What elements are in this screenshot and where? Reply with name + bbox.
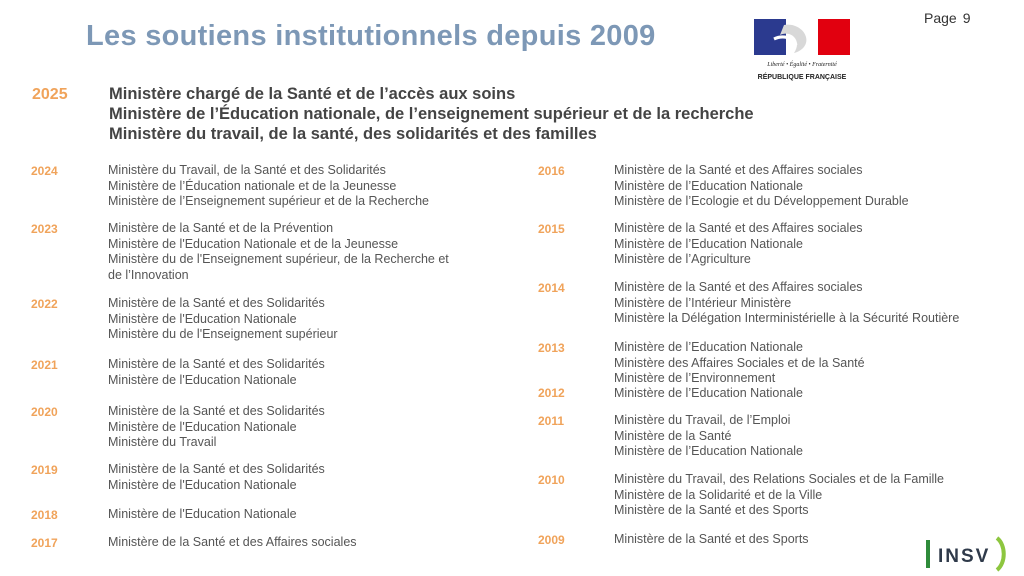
ministry-line: Ministère de l’Agriculture: [614, 252, 751, 266]
ministry-line: Ministère du Travail, de l’Emploi: [614, 413, 791, 427]
year-label: 2016: [538, 164, 565, 178]
ministry-line: Ministère de l’Intérieur Ministère: [614, 295, 792, 310]
ministry-line: Ministère de la Santé et des Solidarités: [108, 462, 325, 476]
year-label: 2011: [538, 414, 565, 428]
ministry-list: [614, 221, 863, 268]
page-indicator: [924, 10, 971, 26]
ministry-line: Ministère du de l'Enseignement supérieur: [108, 327, 338, 341]
ministry-line: Ministère de l’Ecologie et du Développement Durable: [614, 194, 909, 208]
ministry-list: [108, 404, 325, 451]
ministry-list: [108, 535, 357, 551]
ministry-line: Ministère de l’Éducation nationale, de l’enseignement supérieur et de la recherche: [109, 105, 754, 123]
year-label: 2009: [538, 533, 565, 547]
logo-name: RÉPUBLIQUE FRANÇAISE: [757, 74, 847, 81]
insv-logo-text: INSV: [938, 546, 991, 567]
page-number: 9: [962, 10, 971, 26]
ministry-list: [614, 280, 959, 327]
year-label: 2017: [31, 536, 58, 550]
ministry-line: Ministère du travail, de la santé, des solidarités et des familles: [109, 125, 597, 143]
ministry-line: Ministère de l'Education Nationale: [108, 507, 297, 521]
ministry-line: Ministère de l'Education Nationale: [108, 477, 297, 492]
year-label: 2023: [31, 222, 58, 236]
ministry-line: Ministère de la Santé et des Solidarités: [108, 296, 325, 310]
ministry-line: Ministère de la Santé et des Affaires sociales: [108, 535, 357, 549]
year-label: 2022: [31, 297, 58, 311]
year-label: 2014: [538, 281, 565, 295]
ministry-list: [614, 386, 803, 402]
year-label: 2021: [31, 358, 58, 372]
republique-francaise-logo: [754, 19, 850, 85]
ministry-line: Ministère de la Santé et des Affaires sociales: [614, 163, 863, 177]
ministry-line: Ministère de la Santé et des Sports: [614, 503, 809, 517]
ministry-line: de l’Innovation: [108, 267, 189, 282]
year-label: 2019: [31, 463, 58, 477]
ministry-line: Ministère de l’Education Nationale: [614, 386, 803, 400]
ministry-line: Ministère de la Santé et des Affaires sociales: [614, 280, 863, 294]
page-title: Les soutiens institutionnels depuis 2009: [86, 20, 656, 52]
ministry-line: Ministère de l’Education Nationale: [614, 444, 803, 458]
ministry-line: Ministère de l'Education Nationale: [108, 311, 297, 326]
year-label: 2015: [538, 222, 565, 236]
year-label: 2010: [538, 473, 565, 487]
ministry-line: Ministère de la Santé: [614, 428, 732, 443]
ministry-line: Ministère du de l'Enseignement supérieur, de la Recherche et: [108, 252, 449, 266]
ministry-list: [614, 163, 909, 210]
ministry-list: [108, 462, 325, 493]
ministry-list: [108, 357, 325, 388]
ministry-line: Ministère chargé de la Santé et de l’accès aux soins: [109, 85, 516, 103]
ministry-line: Ministère de l’Education Nationale: [614, 236, 803, 251]
ministry-line: Ministère de la Santé et des Solidarités: [108, 357, 325, 371]
ministry-list: [108, 507, 297, 523]
ministry-list: [614, 532, 809, 548]
year-label: 2020: [31, 405, 58, 419]
insv-logo: [924, 535, 1008, 573]
year-label: 2018: [31, 508, 58, 522]
ministry-line: Ministère de l'Education Nationale: [108, 372, 297, 387]
ministry-list: [108, 296, 338, 343]
ministry-line: Ministère du Travail, des Relations Sociales et de la Famille: [614, 472, 945, 486]
ministry-list: [614, 340, 865, 387]
ministry-list: [614, 413, 803, 460]
year-label: 2012: [538, 386, 565, 400]
ministry-line: Ministère de la Santé et des Affaires sociales: [614, 221, 863, 235]
ministry-line: Ministère de l’Environnement: [614, 371, 776, 385]
ministry-line: Ministère de l’Education Nationale: [614, 178, 803, 193]
ministry-list: [614, 472, 944, 519]
ministry-line: Ministère du Travail, de la Santé et des Solidarités: [108, 163, 386, 177]
ministry-line: Ministère de la Santé et des Solidarités: [108, 404, 325, 418]
ministry-line: Ministère de la Solidarité et de la Ville: [614, 487, 823, 502]
ministry-list: [108, 163, 429, 210]
ministry-line: Ministère de la Santé et de la Prévention: [108, 221, 334, 235]
year-label: 2013: [538, 341, 565, 355]
ministry-line: Ministère de l'Education Nationale et de la Jeunesse: [108, 236, 399, 251]
ministry-line: Ministère de l’Éducation nationale et de la Jeunesse: [108, 178, 397, 193]
ministry-line: Ministère la Délégation Interministérielle à la Sécurité Routière: [614, 311, 960, 325]
ministry-line: Ministère de la Santé et des Sports: [614, 532, 809, 546]
ministry-line: Ministère de l'Education Nationale: [108, 419, 297, 434]
ministry-line: Ministère des Affaires Sociales et de la Santé: [614, 355, 865, 370]
highlight-ministries: [109, 84, 754, 144]
year-label: 2024: [31, 164, 58, 178]
highlight-year: 2025: [32, 86, 68, 103]
ministry-line: Ministère du Travail: [108, 435, 217, 449]
page-label: Page: [924, 10, 957, 26]
logo-motto: Liberté • Égalité • Fraternité: [767, 62, 837, 68]
ministry-line: Ministère de l’Enseignement supérieur et de la Recherche: [108, 194, 430, 208]
ministry-list: [108, 221, 449, 283]
ministry-line: Ministère de l’Education Nationale: [614, 340, 803, 354]
